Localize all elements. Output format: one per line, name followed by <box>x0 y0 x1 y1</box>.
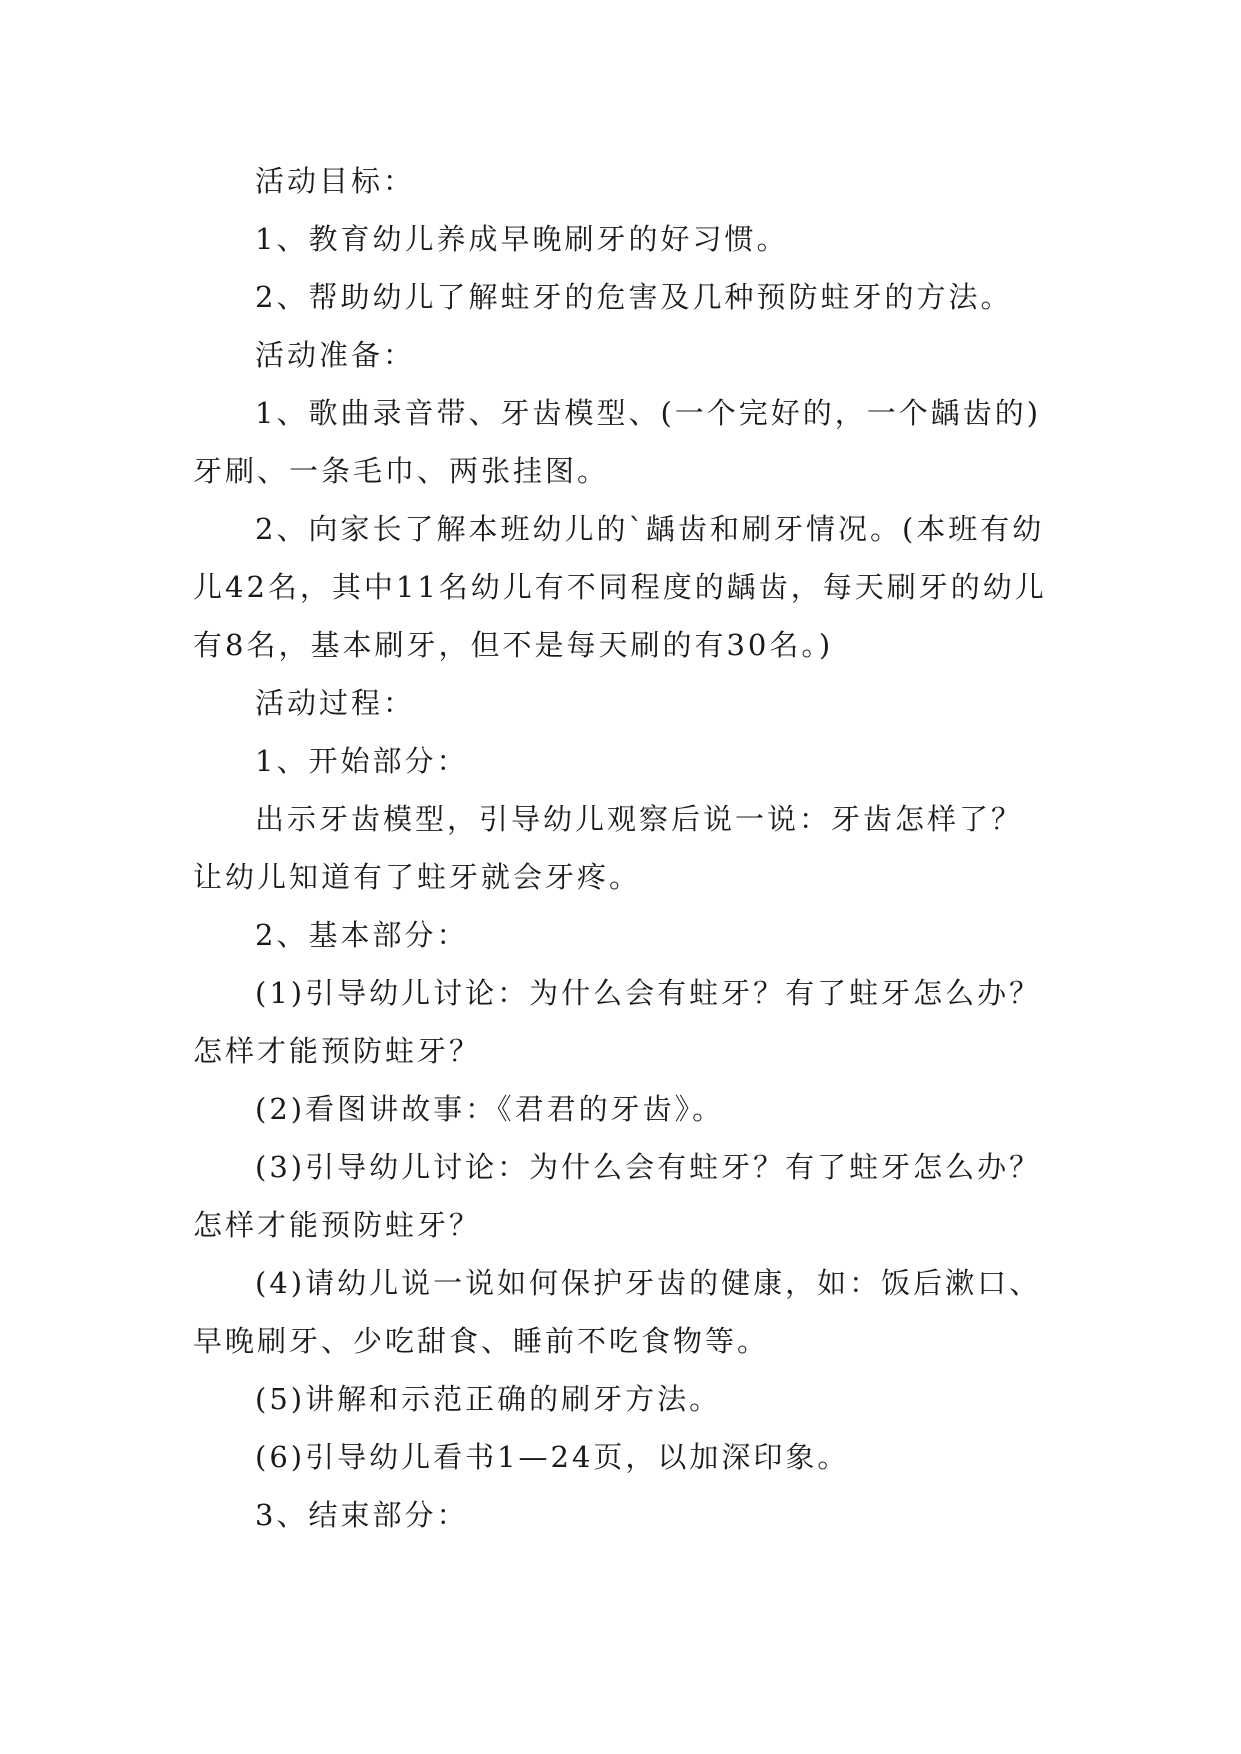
process-part-1-heading: 1、开始部分： <box>255 744 469 778</box>
process-step-6: (6)引导幼儿看书1—24页，以加深印象。 <box>255 1440 850 1474</box>
process-part-2-heading: 2、基本部分： <box>255 918 469 952</box>
process-step-1: (1)引导幼儿讨论：为什么会有蛀牙？有了蛀牙怎么办？怎样才能预防蛀牙？ <box>193 976 1042 1068</box>
heading-activity-process: 活动过程： <box>255 686 416 720</box>
heading-activity-preparation: 活动准备： <box>255 338 416 372</box>
process-step-2: (2)看图讲故事：《君君的牙齿》。 <box>255 1092 725 1126</box>
process-step-4: (4)请幼儿说一说如何保护牙齿的健康，如：饭后漱口、早晚刷牙、少吃甜食、睡前不吃食物等。 <box>193 1266 1042 1358</box>
process-step-3: (3)引导幼儿讨论：为什么会有蛀牙？有了蛀牙怎么办？怎样才能预防蛀牙？ <box>193 1150 1042 1242</box>
process-step-5: (5)讲解和示范正确的刷牙方法。 <box>255 1382 722 1416</box>
goal-item-2: 2、帮助幼儿了解蛀牙的危害及几种预防蛀牙的方法。 <box>255 280 1013 314</box>
heading-activity-goals: 活动目标： <box>255 164 416 198</box>
document-body <box>193 152 1053 1544</box>
preparation-item-1: 1、歌曲录音带、牙齿模型、(一个完好的，一个龋齿的)牙刷、一条毛巾、两张挂图。 <box>193 396 1042 488</box>
process-part-3-heading: 3、结束部分： <box>255 1498 469 1532</box>
goal-item-1: 1、教育幼儿养成早晚刷牙的好习惯。 <box>255 222 789 256</box>
process-part-1-text: 出示牙齿模型，引导幼儿观察后说一说：牙齿怎样了？让幼儿知道有了蛀牙就会牙疼。 <box>193 802 1024 894</box>
preparation-item-2: 2、向家长了解本班幼儿的`龋齿和刷牙情况。(本班有幼儿42名，其中11名幼儿有不同程度的龋齿，每天刷牙的幼儿有8名，基本刷牙，但不是每天刷的有30名。) <box>193 512 1047 662</box>
